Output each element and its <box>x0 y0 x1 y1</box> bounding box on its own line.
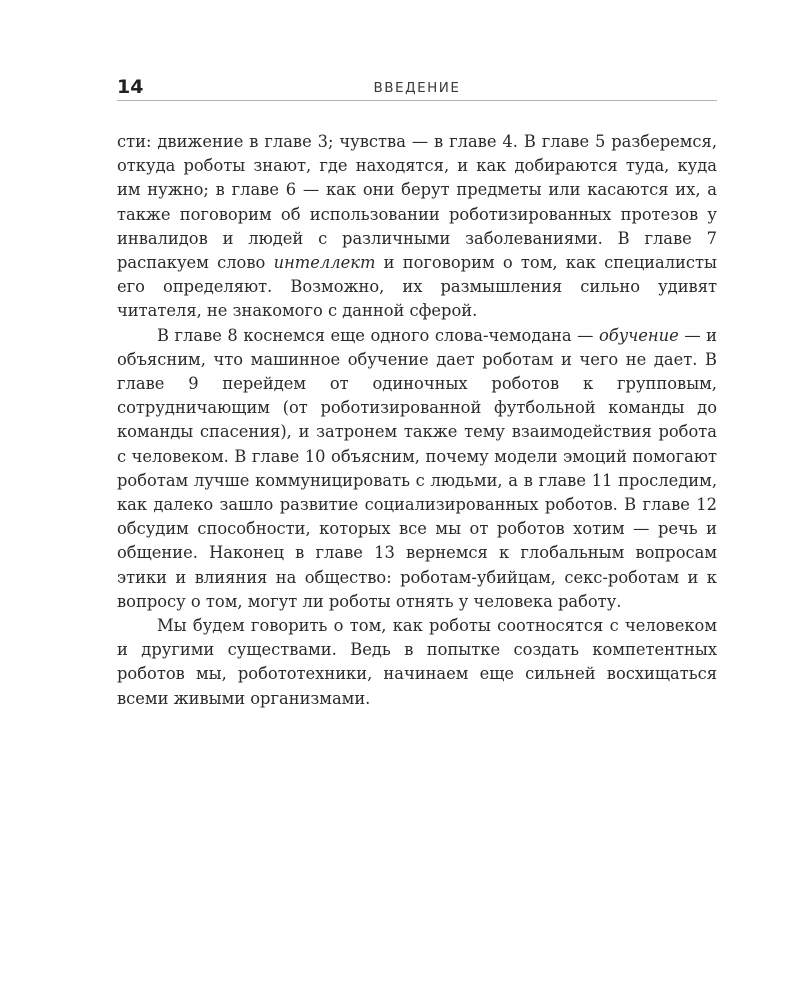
running-title: ВВЕДЕНИЕ <box>373 80 461 96</box>
emphasis-term: обучение <box>598 325 679 345</box>
body-text <box>117 130 717 711</box>
text-run: и поговорим о том, как специалисты его определяют. Возможно, их размышления сильно удивят читателя, не знакомого с данной сферой. <box>117 253 717 321</box>
text-run: В главе 8 коснемся еще одного слова-чемодана — <box>157 325 599 345</box>
text-run: сти: движение в главе 3; чувства — в главе 4. В главе 5 разберемся, откуда роботы знают, где находятся, и как добираются туда, куда им нужно; в главе 6 — как они берут предметы или касаются их, а также поговорим об использовании роботизированных протезов у инвалидов и людей с различными заболеваниями. В главе 7 распакуем слово <box>117 132 717 273</box>
emphasis-term: интеллект <box>273 253 376 273</box>
paragraph <box>117 614 717 711</box>
text-run: — и объясним, что машинное обучение дает роботам и чего не дает. В главе 9 перейдем от одиночных роботов к групповым, сотрудничающим (от роботизированной футбольной команды до команды спасения), и затронем также тему взаимодействия робота с человеком. В главе 10 объясним, почему модели эмоций помогают роботам лучше коммуницировать с людьми, а в главе 11 проследим, как далеко зашло развитие социализированных роботов. В главе 12 обсудим способности, которых все мы от роботов хотим — речь и общение. Наконец в главе 13 вернемся к глобальным вопросам этики и влияния на общество: роботам-убийцам, секс-роботам и к вопросу о том, могут ли роботы отнять у человека работу. <box>117 325 717 611</box>
paragraph <box>117 324 717 614</box>
page-number: 14 <box>117 76 144 98</box>
page-header <box>117 76 717 101</box>
paragraph <box>117 130 717 324</box>
text-run: Мы будем говорить о том, как роботы соотносятся с человеком и другими существами. Ведь в попытке создать компетентных роботов мы, робототехники, начинаем еще сильней восхищаться всеми живыми организмами. <box>117 616 717 708</box>
